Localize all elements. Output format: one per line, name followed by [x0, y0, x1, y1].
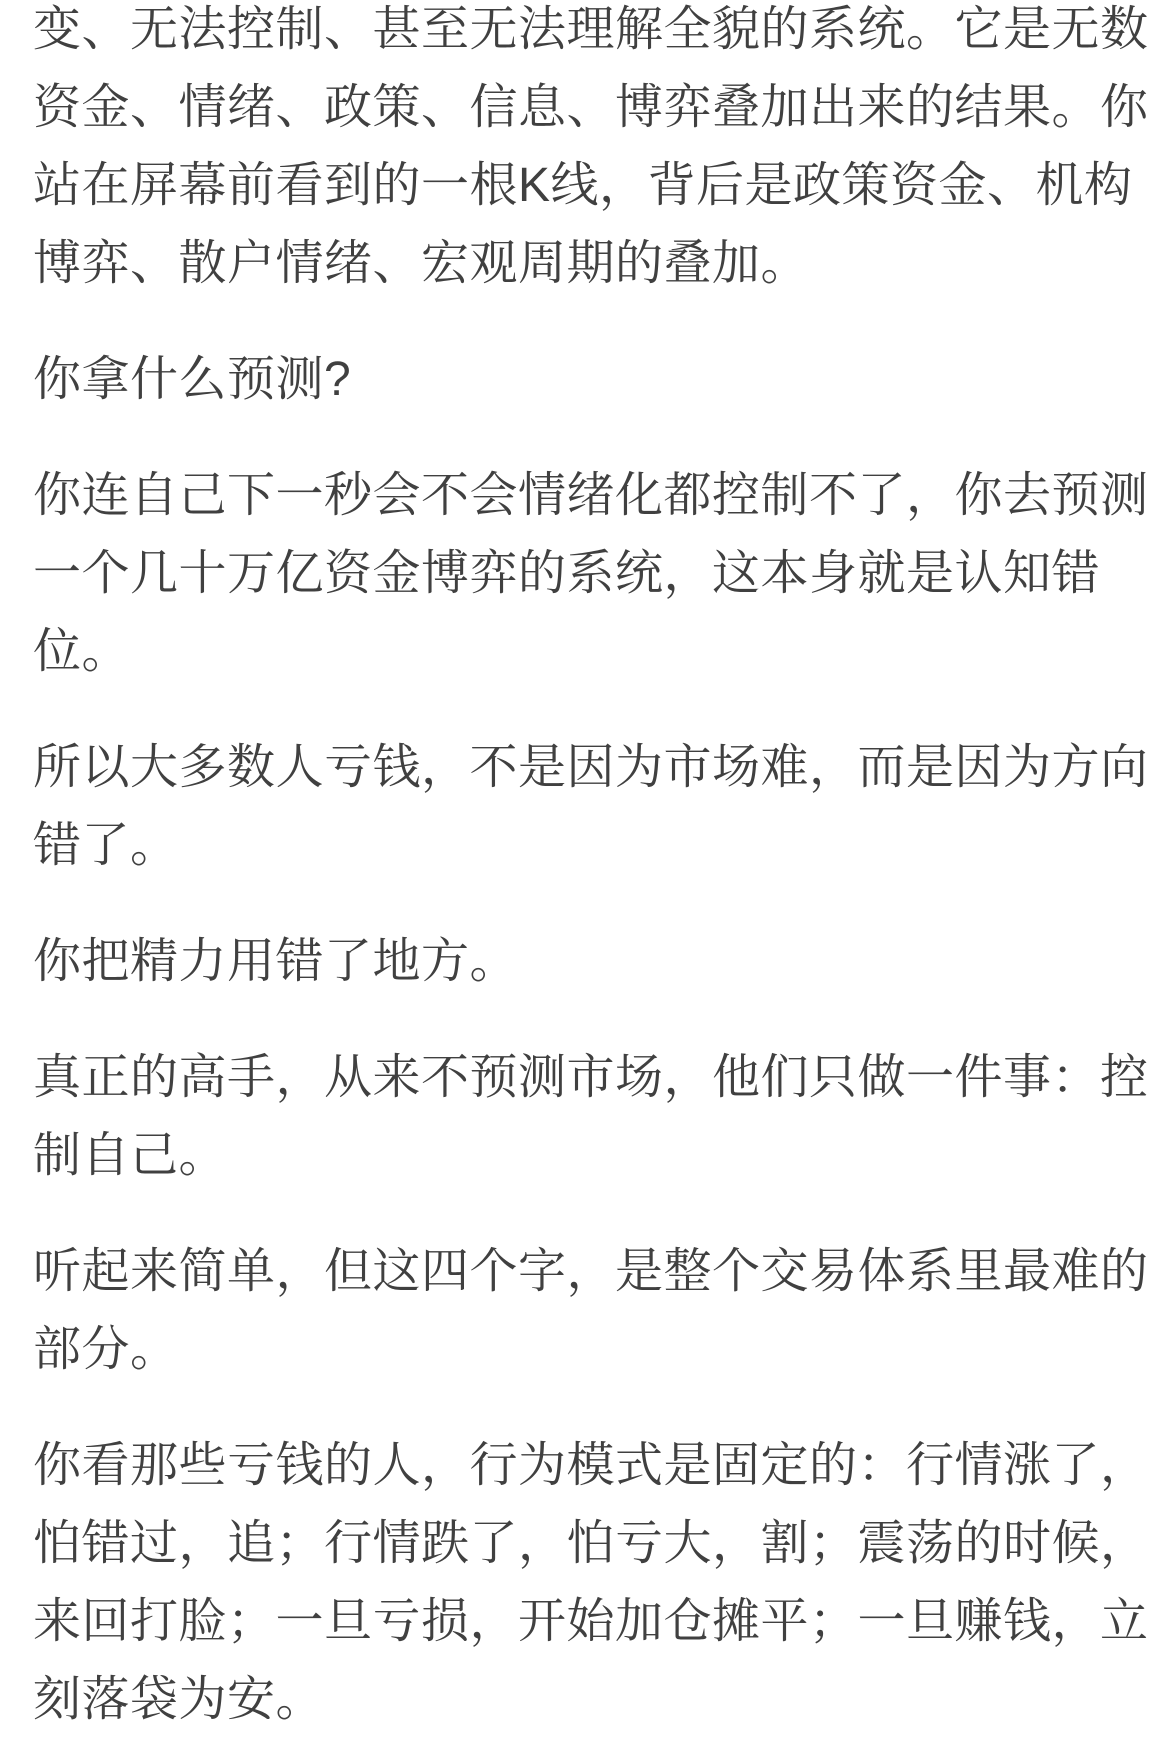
- text-line: 位。: [33, 625, 131, 678]
- text-line: 资金、情绪、政策、信息、博弈叠加出来的结果。你: [33, 81, 1149, 134]
- text-line: 怕错过，追；行情跌了，怕亏大，割；震荡的时候，: [33, 1517, 1149, 1570]
- text-line: 你连自己下一秒会不会情绪化都控制不了，你去预测: [33, 469, 1149, 522]
- text-line: 你拿什么预测?: [33, 353, 352, 406]
- text-line: 你把精力用错了地方。: [33, 935, 519, 988]
- paragraph: [33, 1427, 1148, 1739]
- paragraph: [33, 729, 1148, 885]
- text-line: 来回打脸；一旦亏损，开始加仓摊平；一旦赚钱，立: [33, 1595, 1149, 1648]
- text-line: 一个几十万亿资金博弈的系统，这本身就是认知错: [33, 547, 1101, 600]
- paragraph: [33, 341, 1148, 419]
- text-line: 站在屏幕前看到的一根K线，背后是政策资金、机构: [33, 159, 1133, 212]
- paragraph: [33, 0, 1148, 303]
- text-line: 错了。: [33, 819, 179, 872]
- text-line: 所以大多数人亏钱，不是因为市场难，而是因为方向: [33, 741, 1149, 794]
- paragraph: [33, 923, 1148, 1001]
- text-line: 变、无法控制、甚至无法理解全貌的系统。它是无数: [33, 3, 1149, 56]
- text-line: 刻落袋为安。: [33, 1673, 325, 1726]
- text-line: 制自己。: [33, 1129, 228, 1182]
- text-line: 听起来简单，但这四个字，是整个交易体系里最难的: [33, 1245, 1149, 1298]
- text-line: 真正的高手，从来不预测市场，他们只做一件事：控: [33, 1051, 1149, 1104]
- paragraph: [33, 457, 1148, 691]
- text-line: 部分。: [33, 1323, 179, 1376]
- paragraph: [33, 1233, 1148, 1389]
- text-line: 博弈、散户情绪、宏观周期的叠加。: [33, 237, 810, 290]
- text-line: 你看那些亏钱的人，行为模式是固定的：行情涨了，: [33, 1439, 1149, 1492]
- paragraph: [33, 1039, 1148, 1195]
